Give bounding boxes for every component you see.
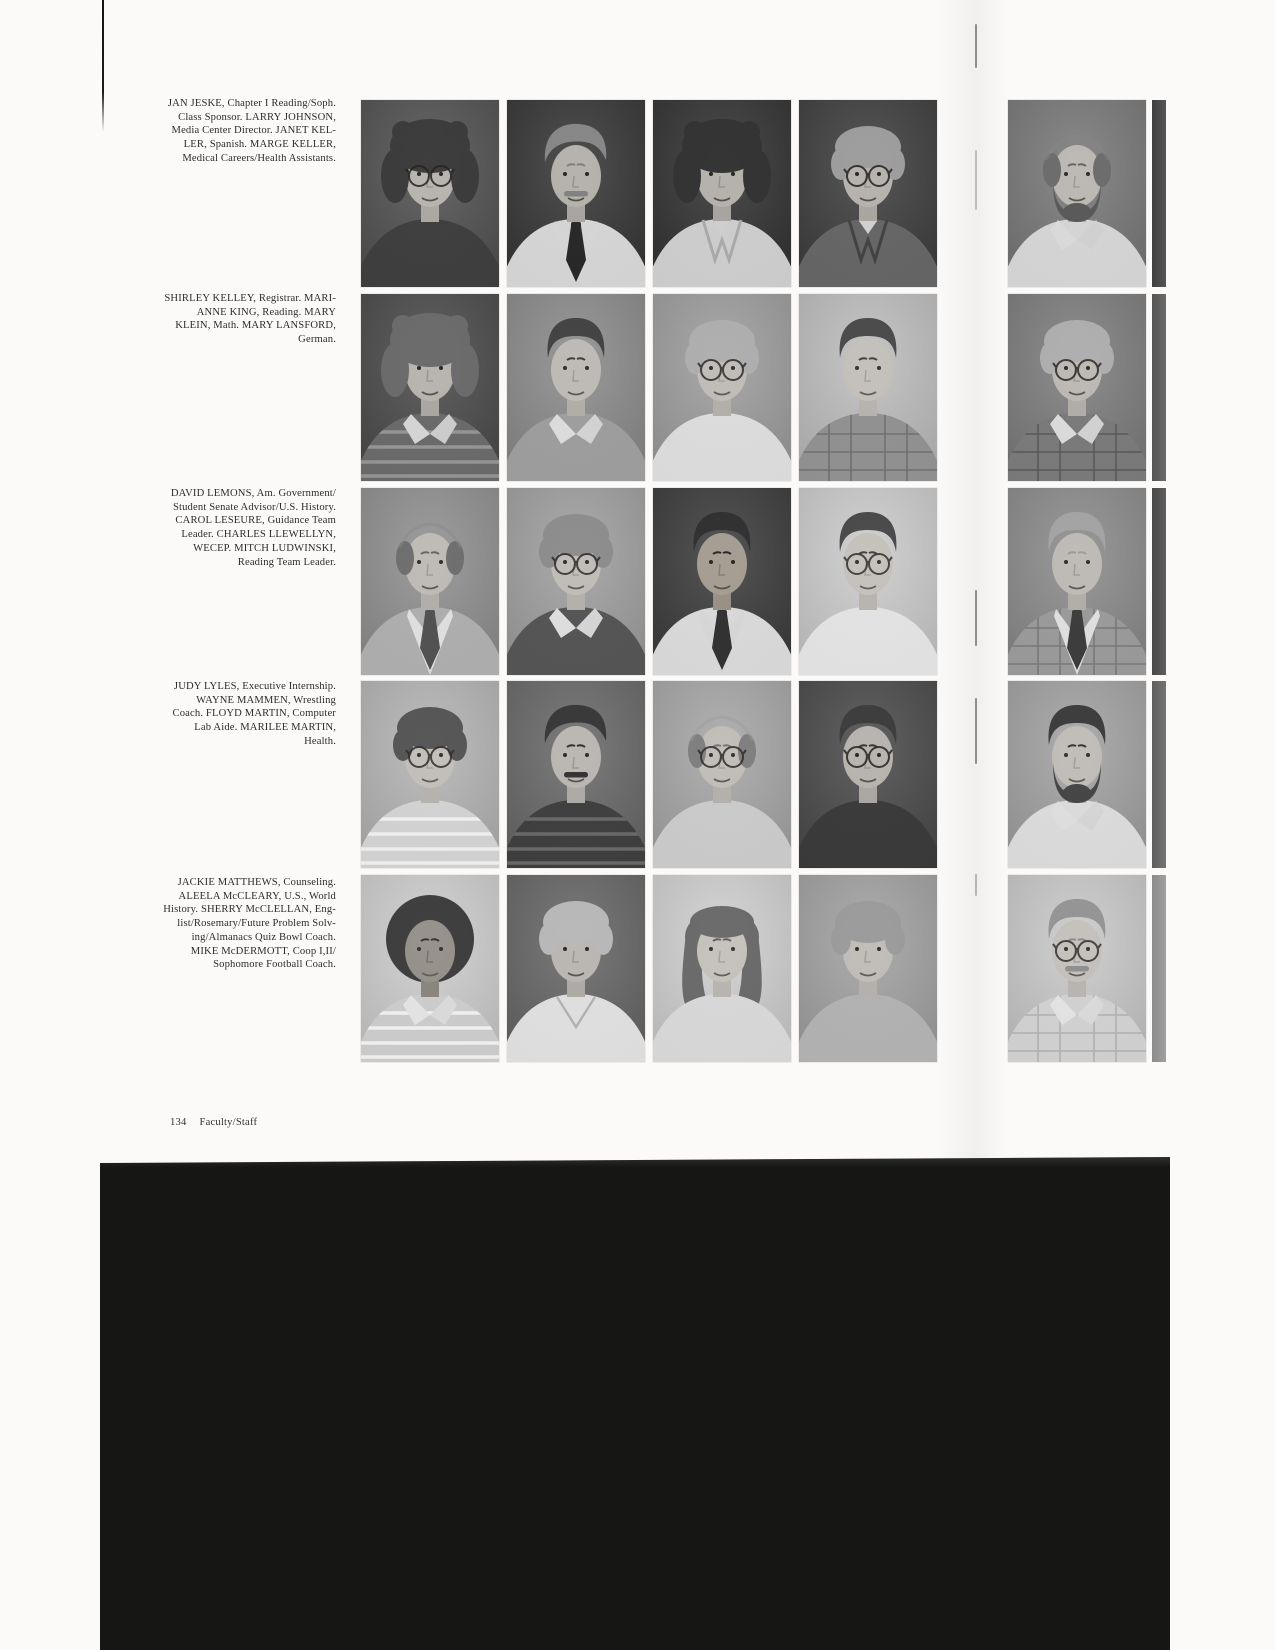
portrait-photo xyxy=(361,100,499,287)
gutter-mark xyxy=(975,874,977,896)
portrait-photo xyxy=(361,875,499,1062)
caption-line: WECEP. MITCH LUDWINSKI, xyxy=(193,542,336,554)
caption-line: ALEELA McCLEARY, U.S., World xyxy=(178,890,336,902)
gutter-mark xyxy=(975,150,977,210)
caption-line: Media Center Director. JANET KEL- xyxy=(171,125,336,137)
caption-line: ANNE KING, Reading. MARY xyxy=(196,306,336,318)
scan-black-block xyxy=(100,1157,1170,1650)
portrait-photo xyxy=(653,100,791,287)
page-edge-line xyxy=(102,0,104,132)
portrait-photo xyxy=(1008,875,1146,1062)
portrait-photo xyxy=(653,294,791,481)
portrait-photo xyxy=(507,681,645,868)
cut-off-photo-sliver xyxy=(1152,681,1166,868)
portrait-photo xyxy=(799,875,937,1062)
portrait-photo xyxy=(653,488,791,675)
portrait-photo xyxy=(1008,100,1146,287)
page-gutter-shade xyxy=(935,0,1009,1158)
gutter-mark xyxy=(975,698,977,764)
caption-line: JAN JESKE, Chapter I Reading/Soph. xyxy=(167,98,336,109)
gutter-mark xyxy=(975,590,977,646)
cut-off-photo-sliver xyxy=(1152,100,1166,287)
caption-line: list/Rosemary/Future Problem Solv- xyxy=(177,918,336,930)
portrait-photo xyxy=(653,681,791,868)
caption-line: Reading Team Leader. xyxy=(237,556,336,568)
caption-line: WAYNE MAMMEN, Wrestling xyxy=(196,694,336,706)
portrait-photo xyxy=(1008,488,1146,675)
caption-line: Class Sponsor. LARRY JOHNSON, xyxy=(178,111,336,123)
portrait-photo xyxy=(507,100,645,287)
page-footer xyxy=(170,1117,257,1128)
caption-line: LER, Spanish. MARGE KELLER, xyxy=(183,139,336,151)
caption-line: German. xyxy=(298,334,336,346)
caption-block xyxy=(158,680,336,749)
caption-line: JUDY LYLES, Executive Internship. xyxy=(173,681,336,692)
portrait-photo xyxy=(507,294,645,481)
portrait-photo xyxy=(1008,294,1146,481)
caption-block xyxy=(158,292,336,347)
cut-off-photo-sliver xyxy=(1152,488,1166,675)
portrait-photo xyxy=(799,294,937,481)
caption-line: ing/Almanacs Quiz Bowl Coach. xyxy=(191,931,336,943)
portrait-photo xyxy=(799,681,937,868)
section-label: Faculty/Staff xyxy=(199,1117,258,1128)
caption-line: Medical Careers/Health Assistants. xyxy=(182,152,336,164)
caption-line: KLEIN, Math. MARY LANSFORD, xyxy=(175,320,336,332)
portrait-photo xyxy=(507,488,645,675)
caption-line: JACKIE MATTHEWS, Counseling. xyxy=(177,877,336,888)
caption-block xyxy=(158,487,336,569)
caption-line: Leader. CHARLES LLEWELLYN, xyxy=(181,529,336,541)
caption-line: MIKE McDERMOTT, Coop I,II/ xyxy=(190,945,336,957)
caption-line: DAVID LEMONS, Am. Government/ xyxy=(170,488,336,499)
portrait-photo xyxy=(799,488,937,675)
portrait-photo xyxy=(799,100,937,287)
cut-off-photo-sliver xyxy=(1152,294,1166,481)
cut-off-photo-sliver xyxy=(1152,875,1166,1062)
portrait-photo xyxy=(361,681,499,868)
caption-block xyxy=(158,97,336,166)
portrait-photo xyxy=(507,875,645,1062)
portrait-photo xyxy=(361,488,499,675)
portrait-photo xyxy=(653,875,791,1062)
page-number: 134 xyxy=(170,1117,187,1128)
caption-line: Lab Aide. MARILEE MARTIN, xyxy=(194,722,336,734)
gutter-mark xyxy=(975,24,977,68)
portrait-photo xyxy=(1008,681,1146,868)
caption-line: Sophomore Football Coach. xyxy=(213,959,336,971)
caption-block xyxy=(158,876,336,972)
caption-line: Health. xyxy=(304,735,336,747)
caption-line: SHIRLEY KELLEY, Registrar. MARI- xyxy=(164,293,336,304)
caption-line: Coach. FLOYD MARTIN, Computer xyxy=(172,708,336,720)
caption-line: History. SHERRY McCLELLAN, Eng- xyxy=(163,904,336,916)
caption-line: CAROL LESEURE, Guidance Team xyxy=(175,515,336,527)
caption-line: Student Senate Advisor/U.S. History. xyxy=(172,501,336,513)
portrait-photo xyxy=(361,294,499,481)
